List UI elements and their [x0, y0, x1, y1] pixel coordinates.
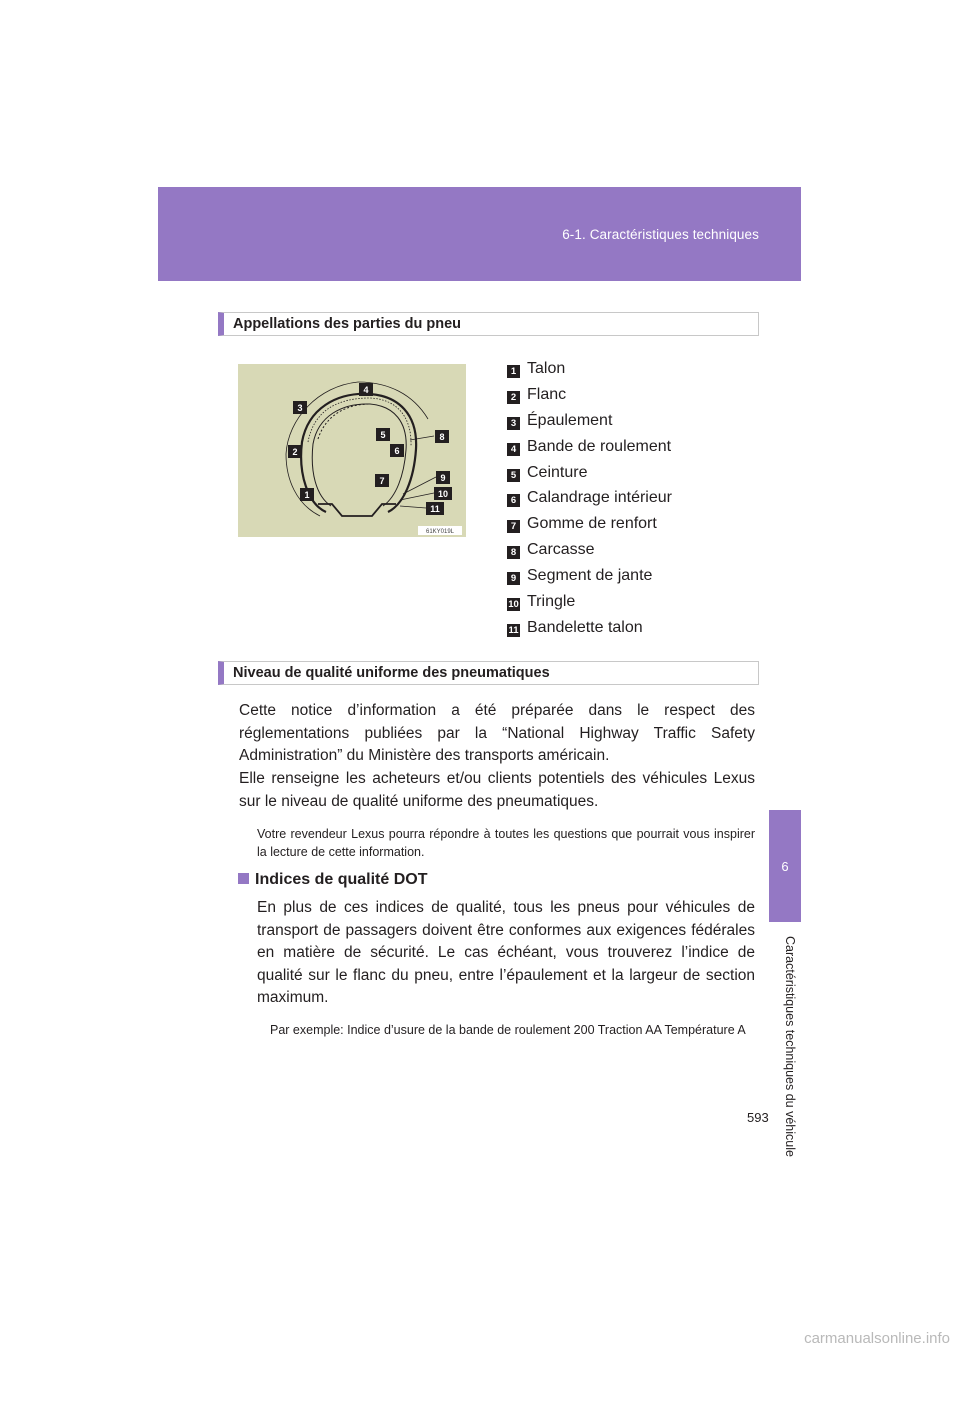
header-band — [158, 187, 801, 281]
part-number-badge: 11 — [508, 624, 519, 636]
svg-text:9: 9 — [440, 473, 446, 483]
part-number-badge: 9 — [507, 572, 520, 585]
part-label: Épaulement — [527, 411, 613, 429]
subheading-dot-grades — [238, 871, 427, 889]
svg-text:6: 6 — [394, 446, 400, 456]
buyers-paragraph: Elle renseigne les acheteurs et/ou clients potentiels des véhicules Lexus sur le niveau de qualité uniforme des pneumatiques. — [239, 770, 755, 810]
page-number: 593 — [747, 1110, 769, 1125]
part-number-badge: 10 — [508, 599, 519, 611]
part-label: Tringle — [527, 593, 576, 611]
svg-text:1: 1 — [304, 490, 310, 500]
section-heading-text: Appellations des parties du pneu — [233, 316, 462, 332]
part-label: Bandelette talon — [527, 618, 643, 636]
square-bullet-icon — [238, 873, 249, 884]
watermark: carmanualsonline.info — [804, 1330, 950, 1347]
part-label: Ceinture — [527, 463, 588, 481]
svg-text:3: 3 — [297, 403, 303, 413]
part-number-badge: 4 — [507, 443, 520, 456]
tire-diagram-svg — [238, 364, 466, 537]
part-number-badge: 3 — [507, 417, 520, 430]
section-heading-tire-parts — [218, 312, 759, 336]
figure-code: 61KY019L — [425, 529, 455, 535]
svg-text:11: 11 — [430, 504, 440, 514]
part-label: Flanc — [527, 385, 567, 403]
part-label: Carcasse — [527, 541, 595, 559]
intro-paragraph: Cette notice d’information a été préparée dans le respect des réglementations publiées par la “National Highway Traffic Safety Administration” du Ministère des transports américain. — [239, 702, 755, 764]
section-title: 6-1. Caractéristiques techniques — [562, 227, 759, 242]
part-label: Segment de jante — [527, 567, 653, 585]
part-number-badge: 7 — [507, 520, 520, 533]
part-label: Talon — [527, 360, 566, 377]
part-label: Gomme de renfort — [527, 515, 657, 533]
chapter-label: Caractéristiques techniques du véhicule — [783, 936, 797, 1157]
part-number-badge: 2 — [507, 391, 520, 404]
svg-text:7: 7 — [379, 476, 385, 486]
dot-paragraph: En plus de ces indices de qualité, tous les pneus pour véhicules de transport de passagers doivent être conformes aux exigences fédérales en matière de sécurité. Le cas échéant, vous trouverez l’indice de qualité sur le flanc du pneu, entre l’épaulement et la largeur de section maximum. — [257, 899, 755, 1006]
svg-text:8: 8 — [439, 432, 445, 442]
svg-text:5: 5 — [380, 430, 386, 440]
subheading-text: Indices de qualité DOT — [255, 871, 428, 888]
part-number-badge: 1 — [507, 365, 520, 378]
chapter-number: 6 — [769, 810, 801, 922]
example-note: Par exemple: Indice d’usure de la bande de roulement 200 Traction AA Température A — [270, 1023, 746, 1037]
section-heading-text: Niveau de qualité uniforme des pneumatiques — [233, 665, 550, 681]
svg-text:10: 10 — [437, 489, 449, 499]
part-label: Bande de roulement — [527, 437, 672, 455]
svg-text:4: 4 — [363, 385, 369, 395]
part-number-badge: 5 — [507, 469, 520, 482]
dealer-note: Votre revendeur Lexus pourra répondre à toutes les questions que pourrait vous inspirer la lecture de cette information. — [257, 827, 755, 859]
part-number-badge: 6 — [507, 494, 520, 507]
part-label: Calandrage intérieur — [527, 489, 672, 507]
tire-cross-section-figure — [238, 364, 466, 537]
chapter-side-tab — [769, 281, 801, 1157]
svg-text:2: 2 — [292, 447, 298, 457]
part-number-badge: 8 — [507, 546, 520, 559]
section-heading-quality-grading — [218, 661, 759, 685]
